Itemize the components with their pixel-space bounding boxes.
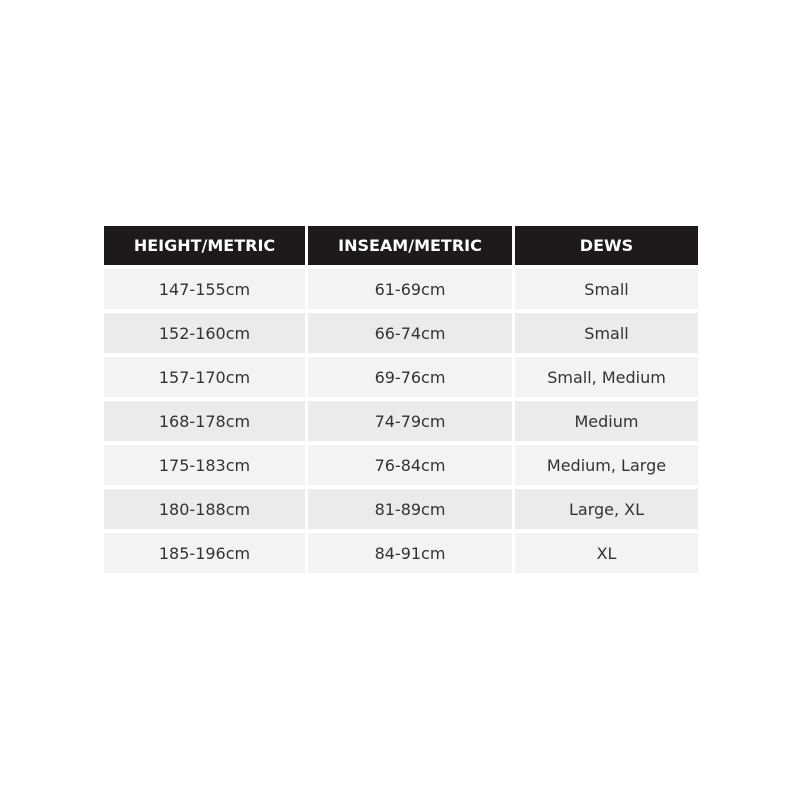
- inseam-cell: 69-76cm: [308, 357, 512, 397]
- table-row: [104, 401, 698, 441]
- size-cell: Small: [515, 313, 698, 353]
- height-cell: 168-178cm: [104, 401, 305, 441]
- inseam-cell: 74-79cm: [308, 401, 512, 441]
- header-inseam-metric: INSEAM/METRIC: [308, 226, 512, 265]
- table-header-row: [104, 226, 698, 265]
- height-cell: 185-196cm: [104, 533, 305, 573]
- size-cell: Large, XL: [515, 489, 698, 529]
- header-height-metric: HEIGHT/METRIC: [104, 226, 305, 265]
- size-cell: Medium: [515, 401, 698, 441]
- height-cell: 147-155cm: [104, 269, 305, 309]
- height-cell: 175-183cm: [104, 445, 305, 485]
- table-row: [104, 533, 698, 573]
- size-cell: Small: [515, 269, 698, 309]
- size-cell: Medium, Large: [515, 445, 698, 485]
- table-row: [104, 269, 698, 309]
- table-row: [104, 489, 698, 529]
- inseam-cell: 76-84cm: [308, 445, 512, 485]
- header-dews: DEWS: [515, 226, 698, 265]
- size-cell: Small, Medium: [515, 357, 698, 397]
- inseam-cell: 66-74cm: [308, 313, 512, 353]
- size-chart-table: [104, 226, 698, 573]
- inseam-cell: 84-91cm: [308, 533, 512, 573]
- table-row: [104, 357, 698, 397]
- table-row: [104, 445, 698, 485]
- size-cell: XL: [515, 533, 698, 573]
- table-row: [104, 313, 698, 353]
- inseam-cell: 81-89cm: [308, 489, 512, 529]
- height-cell: 152-160cm: [104, 313, 305, 353]
- inseam-cell: 61-69cm: [308, 269, 512, 309]
- height-cell: 180-188cm: [104, 489, 305, 529]
- height-cell: 157-170cm: [104, 357, 305, 397]
